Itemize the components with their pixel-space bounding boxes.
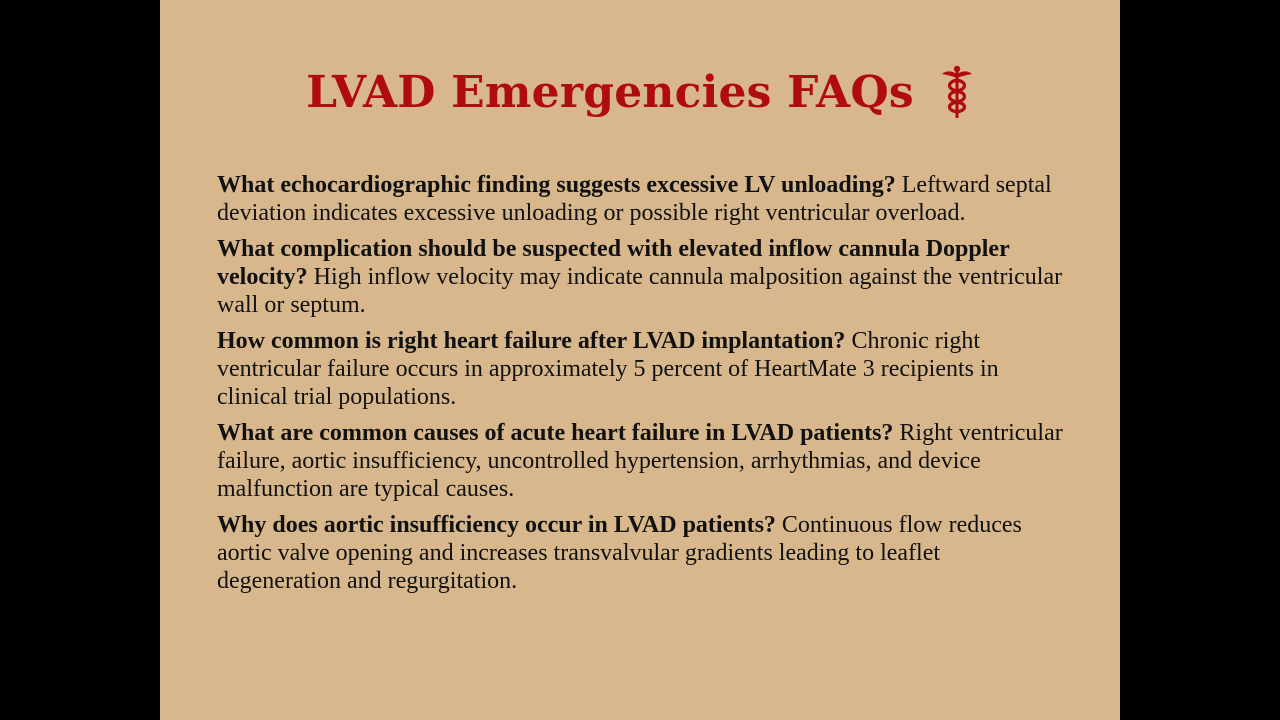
slide-title: LVAD Emergencies FAQs bbox=[306, 66, 914, 118]
faq-answer: Right ventricular failure, aortic insufficiency, uncontrolled hypertension, arrhythmias, and device malfunction are typical causes. bbox=[217, 420, 1063, 502]
faq-item bbox=[217, 511, 1067, 595]
faq-list bbox=[217, 171, 1067, 603]
faq-item bbox=[217, 235, 1067, 319]
faq-question: What echocardiographic finding suggests excessive LV unloading? bbox=[217, 172, 896, 198]
faq-answer: High inflow velocity may indicate cannula malposition against the ventricular wall or septum. bbox=[217, 264, 1063, 318]
faq-item bbox=[217, 419, 1067, 503]
caduceus-icon bbox=[940, 64, 974, 120]
faq-item bbox=[217, 327, 1067, 411]
faq-question: What complication should be suspected with elevated inflow cannula Doppler velocity? bbox=[217, 236, 1010, 290]
faq-question: What are common causes of acute heart failure in LVAD patients? bbox=[217, 420, 894, 446]
faq-question: Why does aortic insufficiency occur in LVAD patients? bbox=[217, 512, 776, 538]
faq-item bbox=[217, 171, 1067, 227]
title-row bbox=[160, 52, 1120, 132]
faq-question: How common is right heart failure after LVAD implantation? bbox=[217, 328, 846, 354]
faq-answer: Leftward septal deviation indicates excessive unloading or possible right ventricular overload. bbox=[217, 172, 1052, 226]
slide bbox=[160, 0, 1120, 720]
faq-answer: Continuous flow reduces aortic valve opening and increases transvalvular gradients leading to leaflet degeneration and regurgitation. bbox=[217, 512, 1022, 594]
faq-answer: Chronic right ventricular failure occurs in approximately 5 percent of HeartMate 3 recipients in clinical trial populations. bbox=[217, 328, 999, 410]
